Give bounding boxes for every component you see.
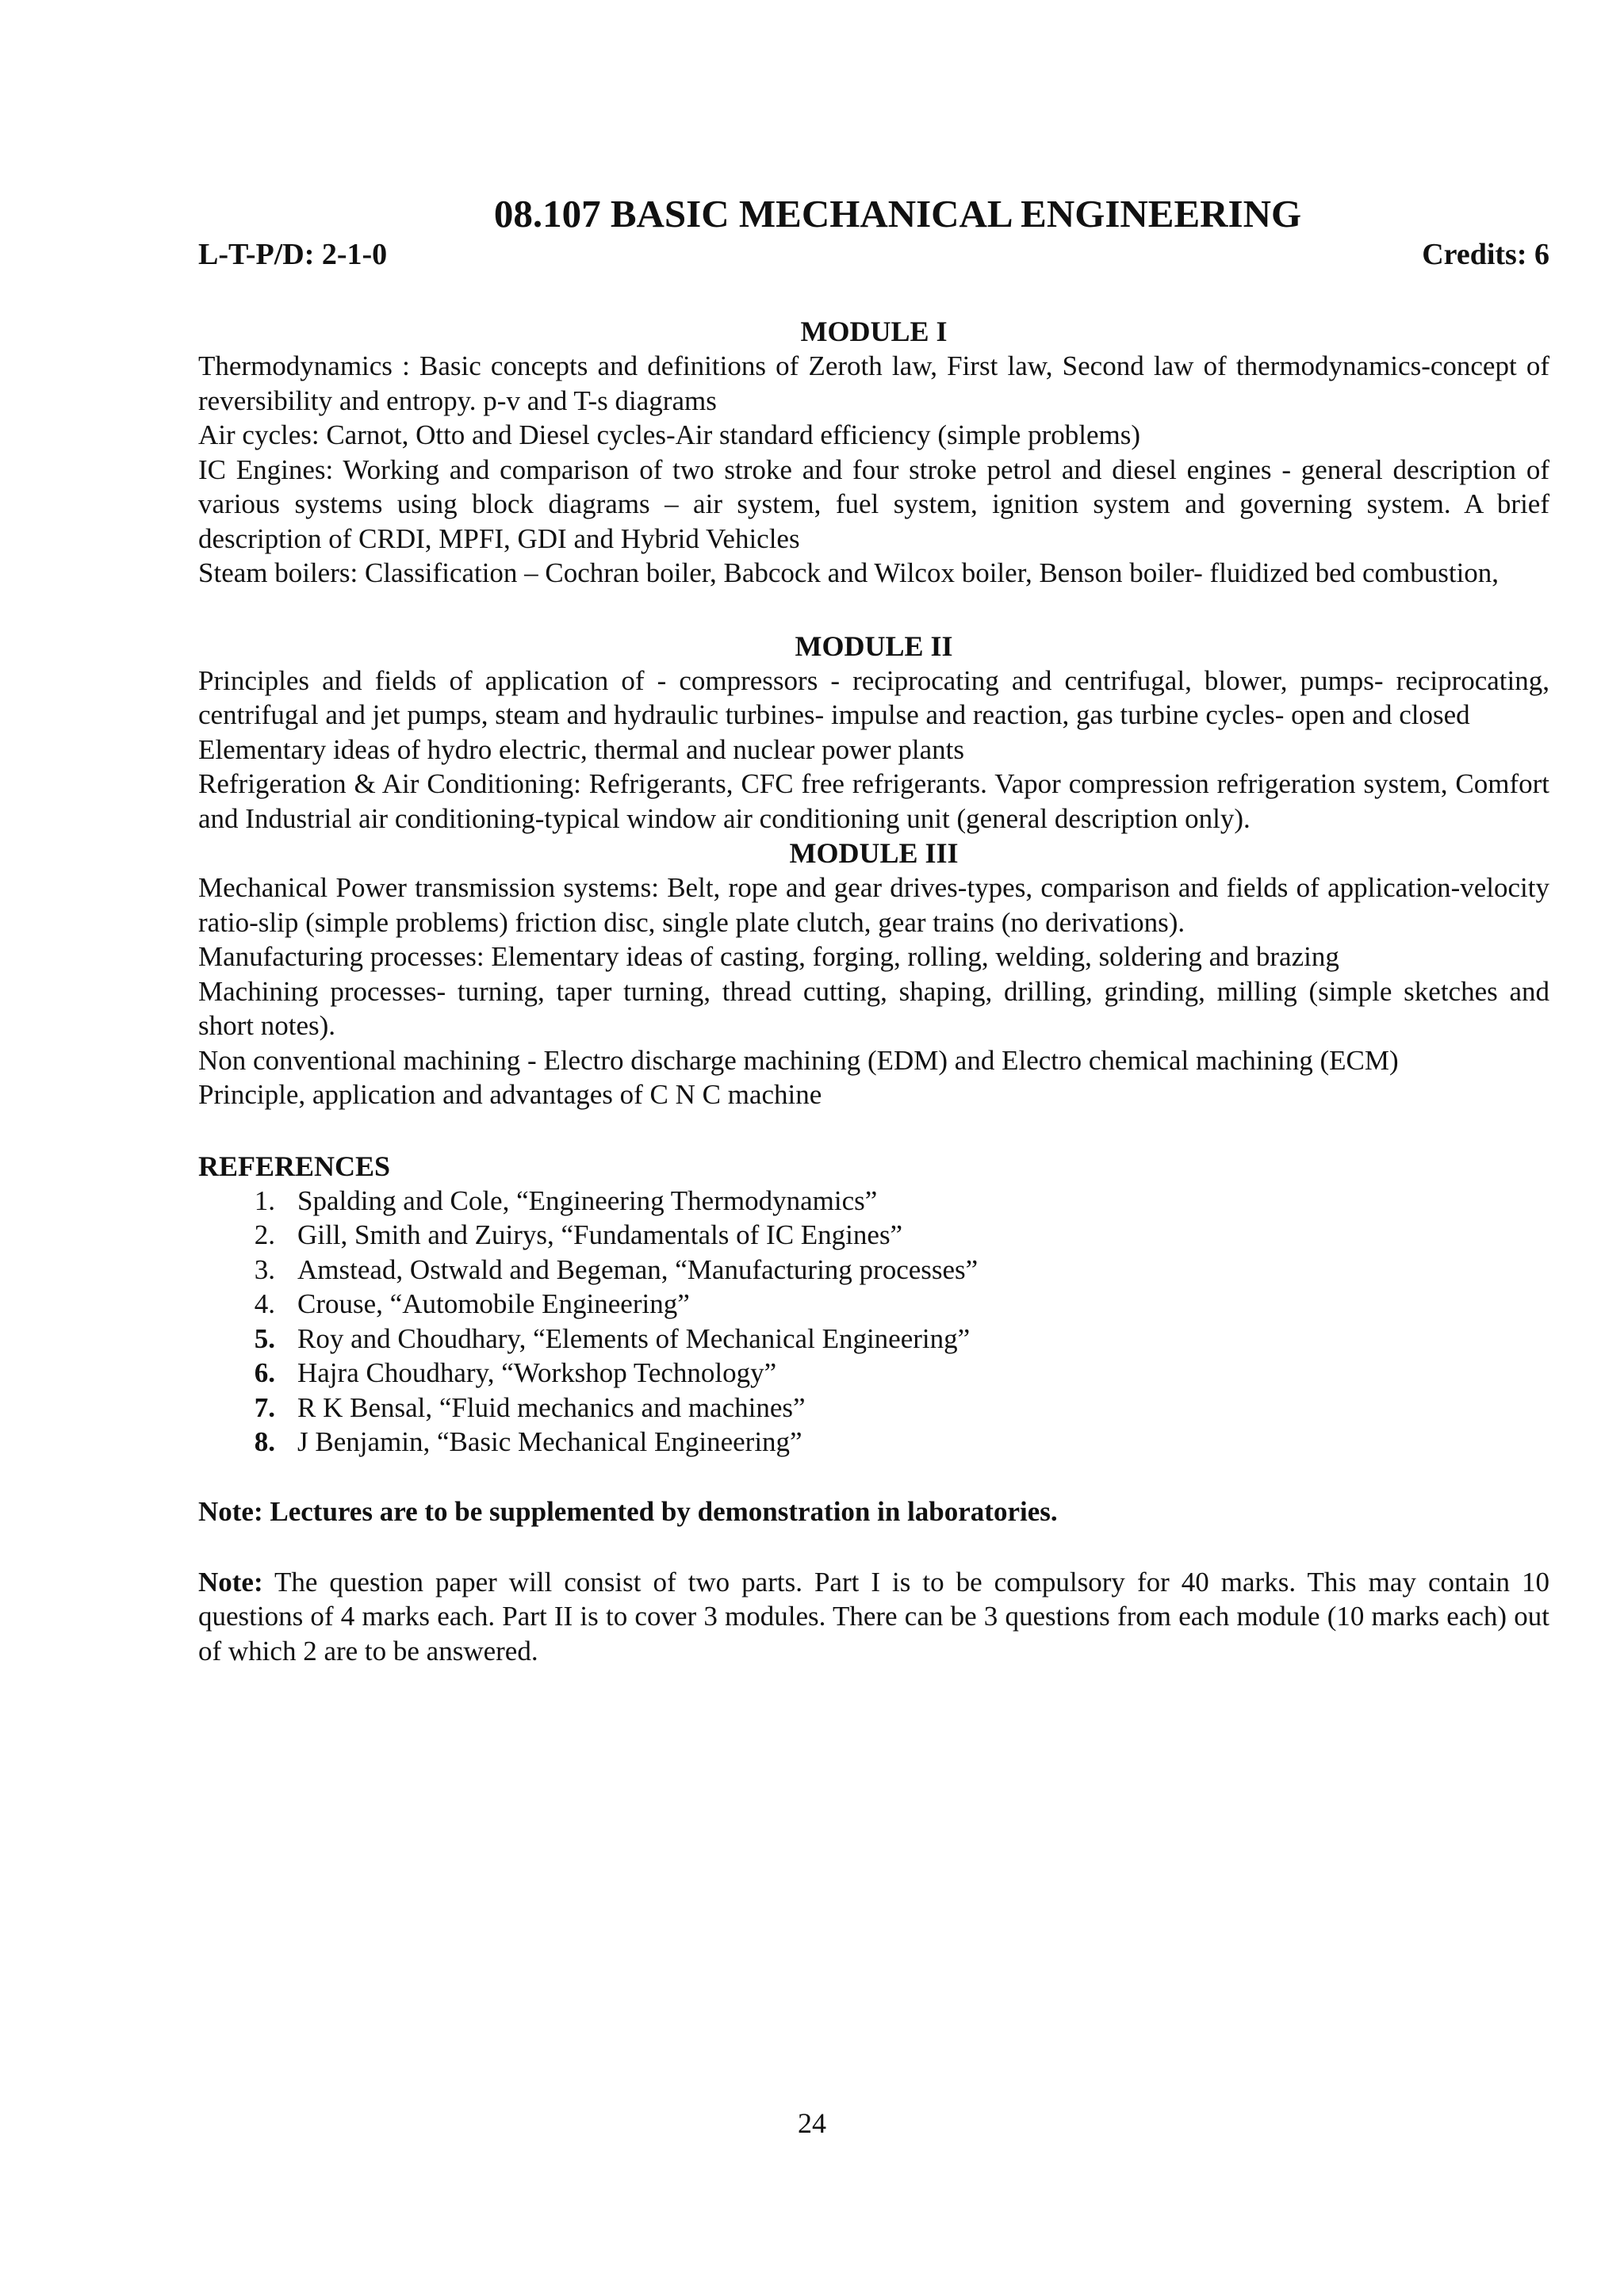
- module-3-paragraph: Principle, application and advantages of C N C machine: [198, 1079, 822, 1110]
- module-1-paragraph: Thermodynamics : Basic concepts and definitions of Zeroth law, First law, Second law of thermodynamics-concept of reversibility and entropy. p-v and T-s diagrams: [198, 350, 1549, 416]
- module-1-heading: MODULE I: [800, 316, 948, 347]
- reference-text: Gill, Smith and Zuirys, “Fundamentals of IC Engines”: [297, 1219, 903, 1250]
- exam-note-text: The question paper will consist of two parts. Part I is to be compulsory for 40 marks. This may contain 10 questions of 4 marks each. Part II is to cover 3 modules. There can be 3 questions from each module (10 marks each) out of which 2 are to be answered.: [198, 1566, 1549, 1667]
- reference-text: Amstead, Ostwald and Begeman, “Manufacturing processes”: [297, 1253, 979, 1285]
- exam-note-label: Note:: [198, 1566, 263, 1598]
- reference-text: J Benjamin, “Basic Mechanical Engineering”: [297, 1426, 802, 1457]
- reference-number: 7.: [254, 1391, 275, 1423]
- reference-number: 4.: [254, 1288, 275, 1319]
- module-3-heading: MODULE III: [789, 837, 959, 869]
- module-2-paragraph: Refrigeration & Air Conditioning: Refrigerants, CFC free refrigerants. Vapor compression refrigeration system, Comfort and Industrial air conditioning-typical window air conditioning unit (general description only).: [198, 768, 1549, 834]
- reference-number: 8.: [254, 1426, 275, 1457]
- reference-number: 6.: [254, 1357, 275, 1388]
- reference-item: [198, 1391, 1549, 1425]
- references-list: [198, 1184, 1549, 1460]
- reference-number: 1.: [254, 1184, 275, 1216]
- module-1-paragraph: Air cycles: Carnot, Otto and Diesel cycles-Air standard efficiency (simple problems): [198, 419, 1141, 450]
- course-meta-row: [198, 235, 1549, 274]
- ltpd-label: L-T-P/D: 2-1-0: [198, 238, 388, 271]
- reference-text: Crouse, “Automobile Engineering”: [297, 1288, 690, 1319]
- lab-note: Note: Lectures are to be supplemented by demonstration in laboratories.: [198, 1495, 1058, 1527]
- reference-text: R K Bensal, “Fluid mechanics and machines”: [297, 1391, 806, 1423]
- module-2-paragraph: Principles and fields of application of - compressors - reciprocating and centrifugal, blower, pumps- reciprocating, centrifugal and jet pumps, steam and hydraulic turbines- impulse and reaction, gas turbine cycles- open and closed: [198, 664, 1549, 730]
- module-2-heading: MODULE II: [795, 629, 953, 662]
- credits-label: Credits: 6: [1422, 238, 1549, 271]
- reference-text: Spalding and Cole, “Engineering Thermodynamics”: [297, 1184, 878, 1216]
- reference-number: 2.: [254, 1219, 275, 1250]
- module-3-paragraph: Machining processes- turning, taper turning, thread cutting, shaping, drilling, grinding, milling (simple sketches and short notes).: [198, 975, 1549, 1041]
- module-2-paragraph: Elementary ideas of hydro electric, thermal and nuclear power plants: [198, 733, 964, 765]
- reference-text: Roy and Choudhary, “Elements of Mechanical Engineering”: [297, 1322, 971, 1354]
- module-3-paragraph: Manufacturing processes: Elementary ideas of casting, forging, rolling, welding, soldering and brazing: [198, 941, 1339, 972]
- reference-number: 3.: [254, 1253, 275, 1285]
- references-heading: REFERENCES: [198, 1150, 391, 1182]
- module-3-paragraph: Non conventional machining - Electro discharge machining (EDM) and Electro chemical machining (ECM): [198, 1044, 1399, 1076]
- reference-item: [198, 1322, 1549, 1357]
- page-number: 24: [798, 2107, 826, 2139]
- exam-note: [198, 1565, 1549, 1669]
- reference-item: [198, 1184, 1549, 1219]
- reference-item: [198, 1287, 1549, 1322]
- module-3-paragraph: Mechanical Power transmission systems: Belt, rope and gear drives-types, comparison and fields of application-velocity ratio-slip (simple problems) friction disc, single plate clutch, gear trains (no derivations).: [198, 872, 1549, 938]
- reference-text: Hajra Choudhary, “Workshop Technology”: [297, 1357, 777, 1388]
- reference-item: [198, 1253, 1549, 1288]
- syllabus-page: [198, 190, 1549, 1668]
- reference-item: [198, 1356, 1549, 1391]
- reference-item: [198, 1218, 1549, 1253]
- reference-number: 5.: [254, 1322, 275, 1354]
- course-title: 08.107 BASIC MECHANICAL ENGINEERING: [493, 192, 1302, 235]
- reference-item: [198, 1425, 1549, 1460]
- module-1-paragraph: IC Engines: Working and comparison of two stroke and four stroke petrol and diesel engines - general description of various systems using block diagrams – air system, fuel system, ignition system and governing system. A brief description of CRDI, MPFI, GDI and Hybrid Vehicles: [198, 453, 1549, 554]
- module-1-paragraph: Steam boilers: Classification – Cochran boiler, Babcock and Wilcox boiler, Benson boiler- fluidized bed combustion,: [198, 557, 1500, 588]
